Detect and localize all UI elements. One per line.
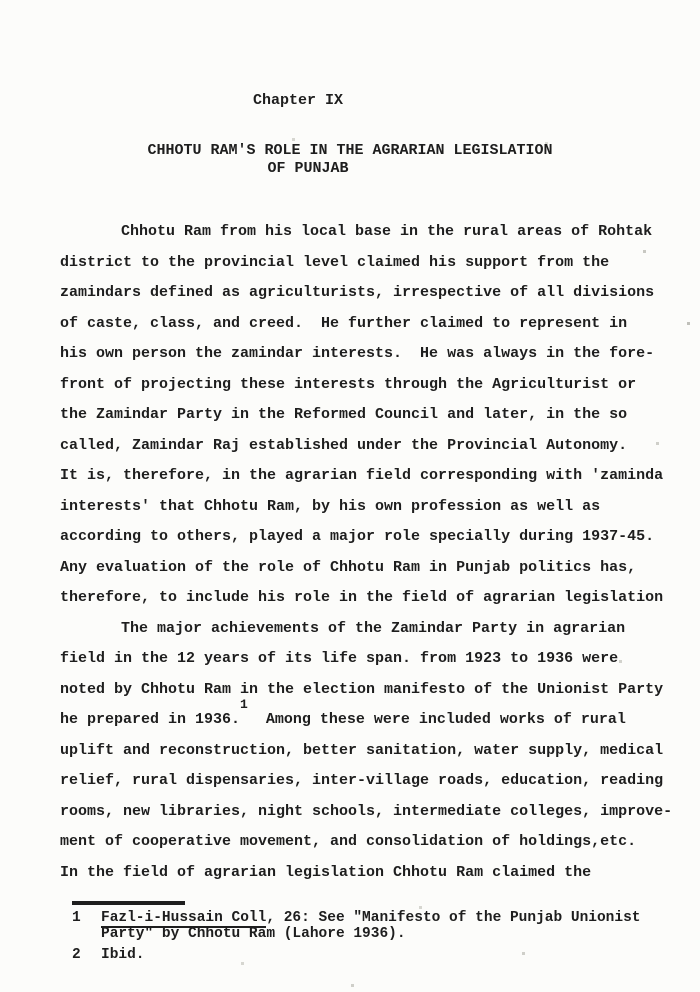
title-line-1: CHHOTU RAM'S ROLE IN THE AGRARIAN LEGISLATION <box>147 142 553 159</box>
footnote <box>60 947 641 963</box>
document-body <box>60 217 672 888</box>
text-line: the Zamindar Party in the Reformed Council and later, in the so <box>60 406 628 423</box>
footnote-reference: 1 <box>240 697 248 712</box>
underlined-citation: Fazl-i-Hussain Coll <box>101 910 267 926</box>
scan-speckles <box>0 0 1 1</box>
footnotes-section <box>60 910 641 968</box>
text-line: It is, therefore, in the agrarian field corresponding with 'zaminda <box>60 467 664 484</box>
text-line: front of projecting these interests through the Agriculturist or <box>60 375 637 393</box>
document-title <box>0 142 700 178</box>
title-line-2: OF PUNJAB <box>267 160 349 177</box>
text-line: of caste, class, and creed. He further claimed to represent in <box>60 314 628 332</box>
text-line: The major achievements of the Zamindar Party in agrarian <box>121 619 626 637</box>
footnote-text <box>101 947 145 963</box>
text-line: In the field of agrarian legislation Chhotu Ram claimed the <box>60 863 592 881</box>
text-line: ment of cooperative movement, and consolidation of holdings,etc. <box>60 833 637 850</box>
footnote-number: 1 <box>72 910 81 926</box>
text-line: therefore, to include his role in the field of agrarian legislation <box>60 589 664 606</box>
text-line: called, Zamindar Raj established under the Provincial Autonomy. <box>60 436 628 454</box>
footnote-text <box>101 910 641 942</box>
text-line: district to the provincial level claimed his support from the <box>60 253 610 271</box>
text-line: interests' that Chhotu Ram, by his own profession as well as <box>60 497 601 515</box>
text-line: noted by Chhotu Ram in the election manifesto of the Unionist Party <box>60 680 664 698</box>
paragraph <box>60 217 672 614</box>
text-line: uplift and reconstruction, better sanitation, water supply, medical <box>60 741 664 759</box>
text-line: Chhotu Ram from his local base in the rural areas of Rohtak <box>121 223 653 240</box>
footnote <box>60 910 641 942</box>
text-line: zamindars defined as agriculturists, irrespective of all divisions <box>60 284 655 301</box>
text-line: he prepared in 1936.$^1$ Among these were included works of rural <box>60 697 626 728</box>
chapter-heading: Chapter IX <box>252 92 343 109</box>
text-line: rooms, new libraries, night schools, intermediate colleges, improve- <box>60 802 673 820</box>
text-line: according to others, played a major role specially during 1937-45. <box>60 528 655 545</box>
text-line: field in the 12 years of its life span. from 1923 to 1936 were <box>60 650 619 667</box>
paragraph <box>60 614 672 889</box>
footnote-number: 2 <box>72 947 81 963</box>
text-line: his own person the zamindar interests. He was always in the fore- <box>60 345 655 362</box>
text-line: Any evaluation of the role of Chhotu Ram in Punjab politics has, <box>60 558 637 576</box>
footnote-separator-rule <box>72 901 185 905</box>
text-line: Party" by Chhotu Ram (Lahore 1936). <box>101 926 406 942</box>
text-line: relief, rural dispensaries, inter-village roads, education, reading <box>60 772 664 789</box>
text-line: Fazl-i-Hussain Coll, 26: See "Manifesto of the Punjab Unionist <box>101 910 641 926</box>
text-line: Ibid. <box>101 947 145 963</box>
